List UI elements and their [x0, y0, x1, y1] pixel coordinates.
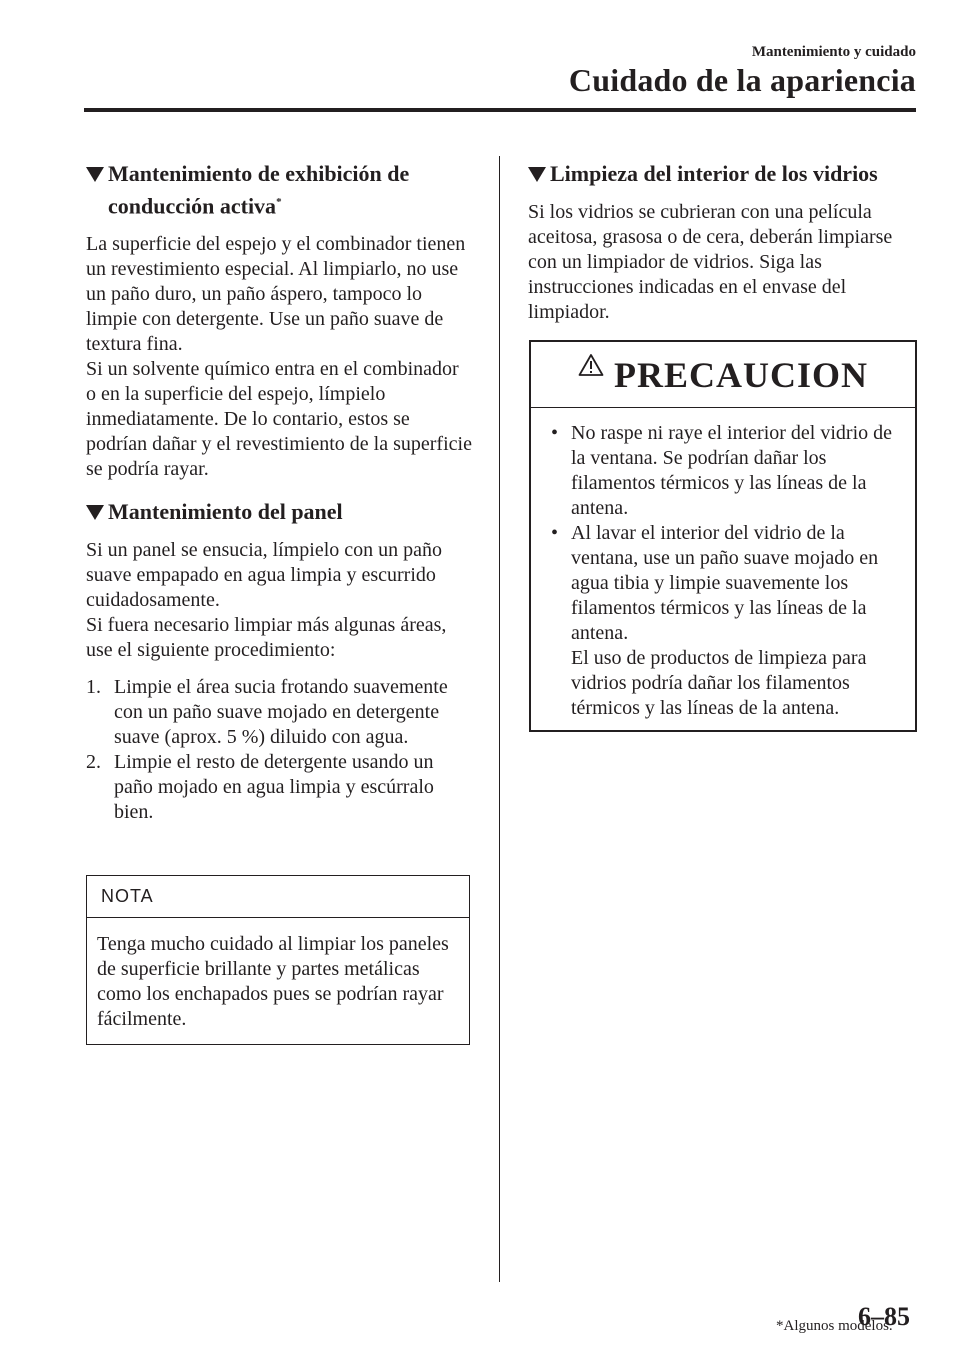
- left-column: [86, 160, 472, 825]
- bullet: •: [551, 422, 559, 444]
- paragraph: La superficie del espejo y el combinador tienen un revestimiento especial. Al limpiarlo, no use un paño duro, un paño áspero, tampoco lo limpie con detergente. Use un paño suave de textura fina.: [86, 233, 466, 356]
- caution-extra-text: El uso de productos de limpieza para vidrios podría dañar los filamentos térmicos y las líneas de la antena.: [571, 647, 867, 719]
- caution-list: [531, 408, 915, 721]
- note-text: Tenga mucho cuidado al limpiar los paneles de superficie brillante y partes metálicas como los enchapados pues se podrían rayar fácilmente.: [97, 933, 449, 1030]
- heading-line2: conducción activa: [108, 193, 277, 219]
- step-number: 1.: [86, 676, 101, 699]
- paragraph: Si fuera necesario limpiar más algunas áreas, use el siguiente procedimiento:: [86, 614, 447, 662]
- step-text: Limpie el resto de detergente usando un paño mojado en agua limpia y escúrralo bien.: [114, 751, 434, 824]
- column-divider: [499, 156, 500, 1282]
- page-title: Cuidado de la apariencia: [568, 62, 916, 98]
- chapter-label: Mantenimiento y cuidado: [751, 44, 916, 60]
- note-box: [86, 875, 470, 1045]
- section-heading-hud: [86, 160, 472, 220]
- list-item: [551, 521, 905, 721]
- triangle-marker-icon: [86, 505, 104, 520]
- list-item: [86, 675, 472, 750]
- step-text: Limpie el área sucia frotando suavemente con un paño suave mojado en detergente suave (aprox. 5 %) diluido con agua.: [114, 676, 448, 749]
- step-number: 2.: [86, 751, 101, 774]
- caution-text: No raspe ni raye el interior del vidrio de la ventana. Se podrían dañar los filamentos térmicos y las líneas de la antena.: [571, 422, 892, 519]
- paragraph: Si los vidrios se cubrieran con una película aceitosa, grasosa o de cera, deberán limpiarse con un limpiador de vidrios. Siga las instrucciones indicadas en el envase del limpiador.: [528, 201, 893, 323]
- heading-line1: Mantenimiento de exhibición de: [108, 161, 410, 186]
- header-rule: [84, 108, 916, 112]
- paragraph: Si un solvente químico entra en el combinador o en la superficie del espejo, límpielo inmediatamente. De lo contario, estos se podrían dañar y el revestimiento de la superficie se podría rayar.: [86, 358, 472, 481]
- section-heading-glass: [528, 160, 918, 188]
- heading-text: Mantenimiento del panel: [108, 499, 343, 525]
- list-item: [551, 421, 905, 521]
- footnote: *Algunos modelos.: [776, 1318, 893, 1334]
- caution-text: Al lavar el interior del vidrio de la ventana, use un paño suave mojado en agua tibia y limpie suavemente los filamentos térmicos y las líneas de la antena.: [571, 522, 879, 644]
- note-title: NOTA: [87, 876, 469, 918]
- section-heading-panel: [86, 498, 472, 526]
- caution-title: PRECAUCION: [613, 354, 868, 395]
- procedure-list: [86, 675, 472, 825]
- heading-text: Limpieza del interior de los vidrios: [550, 161, 878, 186]
- page-number: 6–85: [858, 1302, 910, 1331]
- caution-header: [531, 342, 915, 408]
- caution-box: [529, 340, 917, 732]
- warning-triangle-icon: [578, 340, 604, 405]
- paragraph: Si un panel se ensucia, límpielo con un paño suave empapado en agua limpia y escurrido cuidadosamente.: [86, 539, 443, 612]
- triangle-marker-icon: [86, 167, 104, 182]
- asterisk-marker: *: [276, 196, 282, 208]
- right-column: [528, 160, 918, 325]
- list-item: [86, 750, 472, 825]
- triangle-marker-icon: [528, 167, 546, 182]
- bullet: •: [551, 522, 559, 544]
